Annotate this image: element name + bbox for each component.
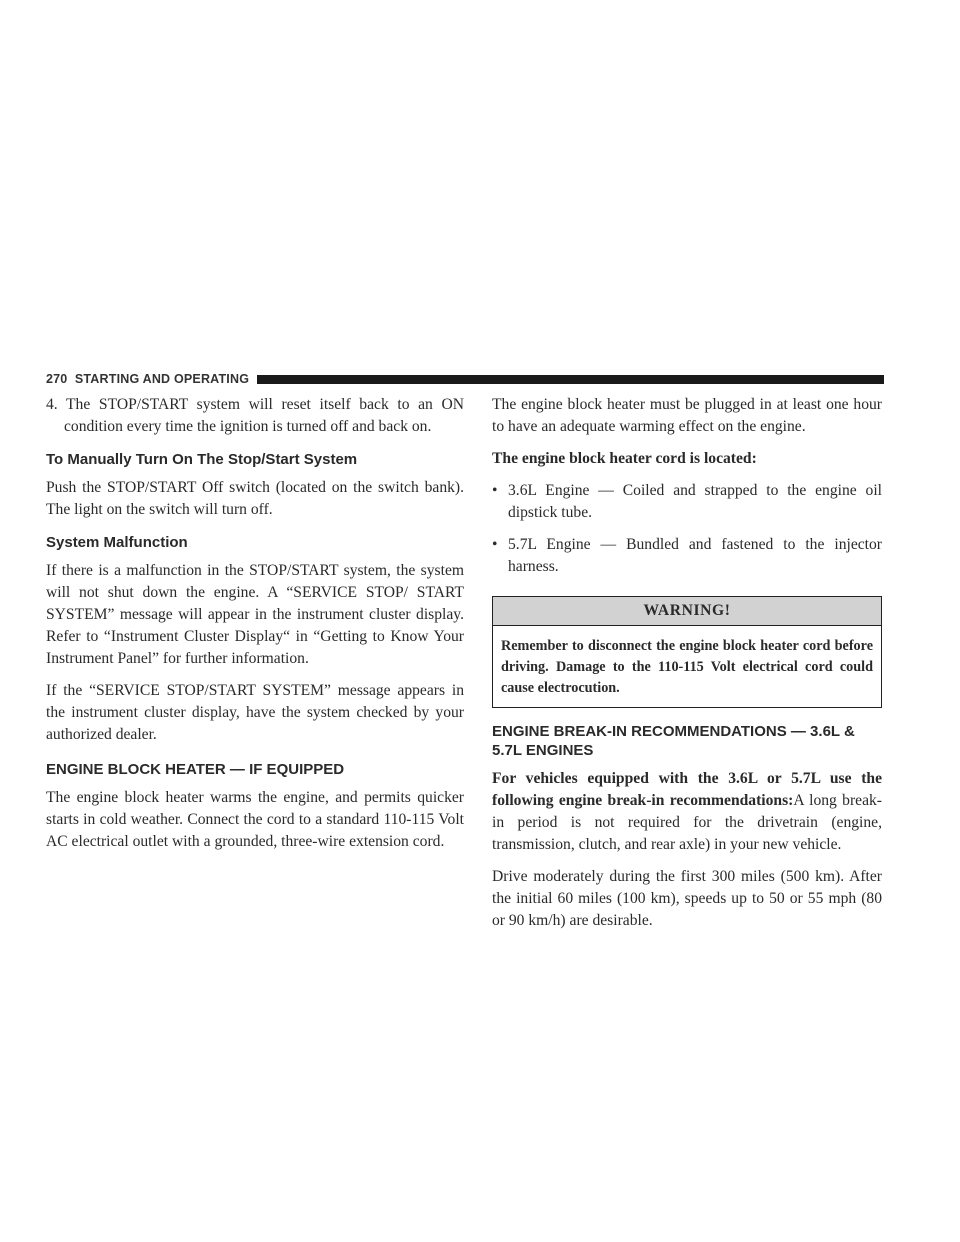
paragraph-heater: The engine block heater warms the engine, and permits quicker starts in cold weather. Connect the cord to a standard 110-115 Volt AC electrical outlet with a grounded, three-wire extension cord. (46, 789, 464, 850)
break-in-rest: A long break-in period is not required for the drivetrain (engine, transmission, clutch, and rear axle) in your new vehicle. (492, 792, 882, 853)
warning-body: Remember to disconnect the engine block heater cord before driving. Damage to the 110-115 Volt electrical cord could cause electrocution. (501, 638, 873, 696)
bullet-icon: • (492, 482, 498, 499)
list-item (492, 480, 882, 524)
paragraph-malfunction-1: If there is a malfunction in the STOP/START system, the system will not shut down the engine. A “SERVICE STOP/ START SYSTEM” message will appear in the instrument cluster display. Refer to “Instrument Cluster Display“ in “Getting to Know Your Instrument Panel” for further information. (46, 562, 464, 667)
paragraph-malfunction-2: If the “SERVICE STOP/START SYSTEM” message appears in the instrument cluster display, have the system checked by your authorized dealer. (46, 682, 464, 743)
paragraph-drive-moderately: Drive moderately during the first 300 miles (500 km). After the initial 60 miles (100 km), speeds up to 50 or 55 mph (80 or 90 km/h) are desirable. (492, 868, 882, 929)
warning-box (492, 596, 882, 708)
page-number: 270 (46, 372, 68, 386)
section-title: STARTING AND OPERATING (74, 372, 250, 386)
paragraph-break-in (492, 768, 882, 856)
bullet-icon: • (492, 536, 498, 553)
right-column (492, 394, 882, 942)
header-text (46, 372, 249, 386)
page-header (46, 372, 884, 386)
break-in-bold-lead: For vehicles equipped with the 3.6L or 5.7L use the following engine break-in recommendations: (492, 770, 882, 809)
paragraph-cord-located: The engine block heater cord is located: (492, 450, 757, 467)
warning-title: WARNING! (493, 597, 881, 626)
step-4: 4. The STOP/START system will reset itself back to an ON condition every time the ignition is turned off and back on. (46, 396, 464, 435)
paragraph-plug-in: The engine block heater must be plugged in at least one hour to have an adequate warming effect on the engine. (492, 396, 882, 435)
left-column (46, 394, 464, 863)
list-item (492, 534, 882, 578)
bullet-text-3-6l: 3.6L Engine — Coiled and strapped to the engine oil dipstick tube. (508, 482, 882, 521)
bullet-text-5-7l: 5.7L Engine — Bundled and fastened to the injector harness. (508, 536, 882, 575)
heading-engine-block-heater: ENGINE BLOCK HEATER — IF EQUIPPED (46, 761, 345, 778)
header-bar (257, 375, 884, 384)
heading-system-malfunction: System Malfunction (46, 534, 188, 551)
paragraph-manual: Push the STOP/START Off switch (located on the switch bank). The light on the switch will turn off. (46, 479, 464, 518)
heading-break-in: ENGINE BREAK-IN RECOMMENDATIONS — 3.6L & 5.7L ENGINES (492, 723, 855, 759)
heading-manual-stop-start: To Manually Turn On The Stop/Start System (46, 451, 358, 468)
